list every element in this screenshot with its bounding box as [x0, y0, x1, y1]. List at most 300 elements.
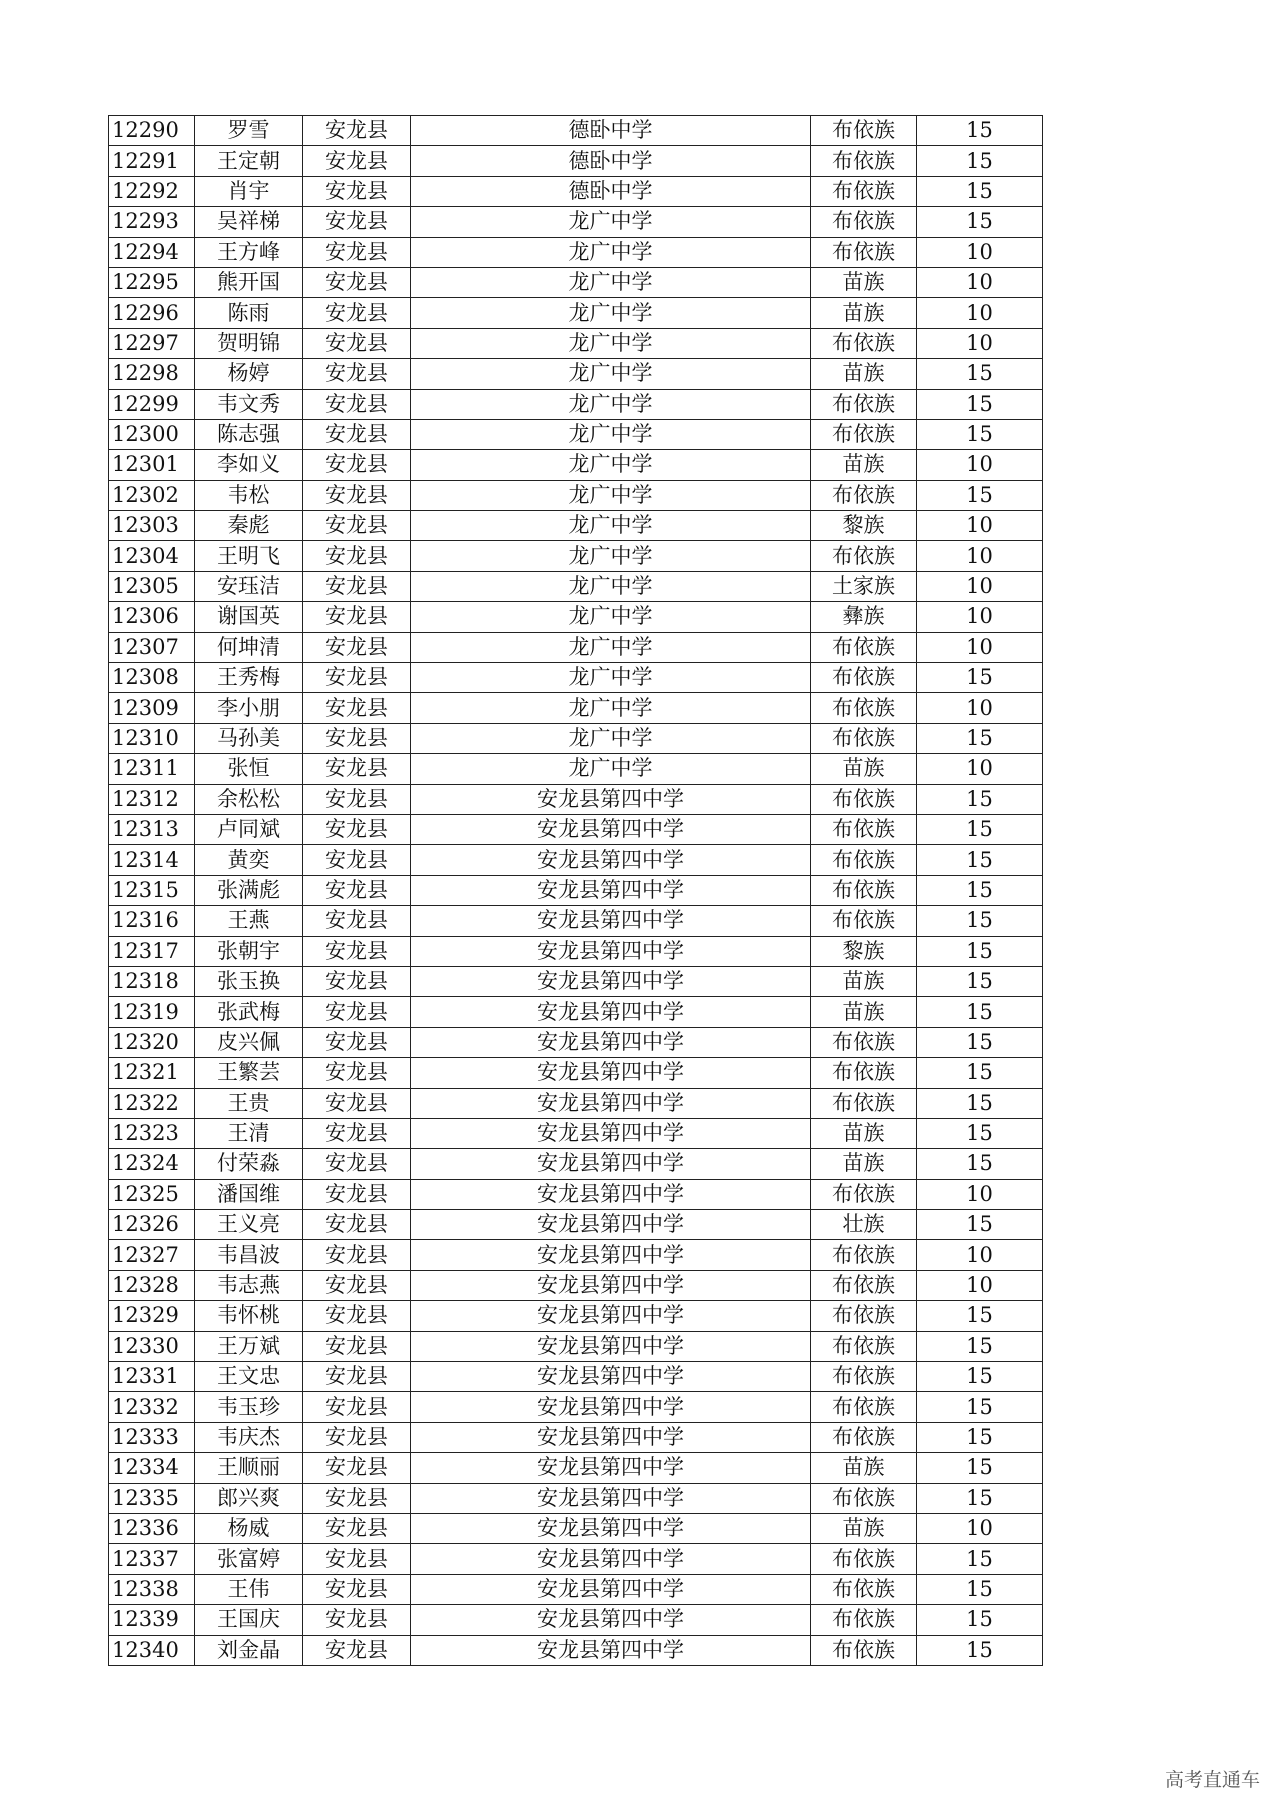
table-row — [109, 389, 1043, 419]
cell-school: 安龙县第四中学 — [411, 1544, 811, 1574]
table-row — [109, 1483, 1043, 1513]
cell-points: 15 — [917, 1422, 1043, 1452]
cell-points: 15 — [917, 116, 1043, 146]
cell-school: 安龙县第四中学 — [411, 875, 811, 905]
cell-points: 15 — [917, 419, 1043, 449]
cell-school: 安龙县第四中学 — [411, 1027, 811, 1057]
cell-county: 安龙县 — [303, 1179, 411, 1209]
cell-county: 安龙县 — [303, 602, 411, 632]
cell-id: 12324 — [109, 1149, 195, 1179]
cell-county: 安龙县 — [303, 541, 411, 571]
cell-id: 12322 — [109, 1088, 195, 1118]
table-row — [109, 1513, 1043, 1543]
cell-id: 12326 — [109, 1210, 195, 1240]
cell-school: 龙广中学 — [411, 571, 811, 601]
cell-id: 12305 — [109, 571, 195, 601]
cell-school: 安龙县第四中学 — [411, 936, 811, 966]
cell-points: 15 — [917, 1635, 1043, 1665]
cell-name: 韦庆杰 — [195, 1422, 303, 1452]
table-row — [109, 116, 1043, 146]
cell-county: 安龙县 — [303, 450, 411, 480]
cell-county: 安龙县 — [303, 754, 411, 784]
cell-ethnicity: 布依族 — [811, 146, 917, 176]
cell-ethnicity: 布依族 — [811, 663, 917, 693]
cell-school: 龙广中学 — [411, 541, 811, 571]
cell-points: 15 — [917, 1544, 1043, 1574]
cell-school: 龙广中学 — [411, 359, 811, 389]
cell-school: 龙广中学 — [411, 663, 811, 693]
cell-id: 12290 — [109, 116, 195, 146]
cell-id: 12339 — [109, 1605, 195, 1635]
cell-county: 安龙县 — [303, 511, 411, 541]
cell-ethnicity: 布依族 — [811, 480, 917, 510]
cell-id: 12310 — [109, 723, 195, 753]
cell-ethnicity: 布依族 — [811, 784, 917, 814]
cell-ethnicity: 苗族 — [811, 1118, 917, 1148]
cell-points: 10 — [917, 1270, 1043, 1300]
cell-school: 安龙县第四中学 — [411, 1635, 811, 1665]
table-row — [109, 146, 1043, 176]
cell-county: 安龙县 — [303, 1635, 411, 1665]
cell-school: 安龙县第四中学 — [411, 1574, 811, 1604]
cell-ethnicity: 布依族 — [811, 1331, 917, 1361]
table-row — [109, 814, 1043, 844]
cell-school: 龙广中学 — [411, 511, 811, 541]
table-row — [109, 1422, 1043, 1452]
cell-name: 韦文秀 — [195, 389, 303, 419]
cell-county: 安龙县 — [303, 328, 411, 358]
cell-points: 15 — [917, 146, 1043, 176]
cell-school: 安龙县第四中学 — [411, 845, 811, 875]
cell-ethnicity: 苗族 — [811, 450, 917, 480]
table-row — [109, 328, 1043, 358]
cell-school: 安龙县第四中学 — [411, 906, 811, 936]
cell-points: 10 — [917, 1513, 1043, 1543]
cell-ethnicity: 布依族 — [811, 1027, 917, 1057]
cell-id: 12291 — [109, 146, 195, 176]
cell-school: 安龙县第四中学 — [411, 1240, 811, 1270]
table-row — [109, 997, 1043, 1027]
cell-school: 安龙县第四中学 — [411, 1270, 811, 1300]
cell-id: 12306 — [109, 602, 195, 632]
cell-ethnicity: 布依族 — [811, 1422, 917, 1452]
table-row — [109, 450, 1043, 480]
cell-county: 安龙县 — [303, 1240, 411, 1270]
cell-id: 12313 — [109, 814, 195, 844]
cell-county: 安龙县 — [303, 237, 411, 267]
table-row — [109, 723, 1043, 753]
roster-table — [108, 115, 1043, 1666]
cell-name: 卢同斌 — [195, 814, 303, 844]
cell-school: 德卧中学 — [411, 116, 811, 146]
cell-id: 12319 — [109, 997, 195, 1027]
cell-points: 15 — [917, 207, 1043, 237]
cell-id: 12321 — [109, 1058, 195, 1088]
table-row — [109, 237, 1043, 267]
cell-points: 10 — [917, 632, 1043, 662]
cell-school: 安龙县第四中学 — [411, 1058, 811, 1088]
cell-school: 龙广中学 — [411, 480, 811, 510]
cell-points: 10 — [917, 328, 1043, 358]
cell-ethnicity: 布依族 — [811, 906, 917, 936]
cell-name: 王定朝 — [195, 146, 303, 176]
cell-points: 15 — [917, 936, 1043, 966]
cell-ethnicity: 布依族 — [811, 1392, 917, 1422]
table-row — [109, 754, 1043, 784]
cell-county: 安龙县 — [303, 845, 411, 875]
table-row — [109, 298, 1043, 328]
cell-points: 10 — [917, 298, 1043, 328]
cell-name: 王繁芸 — [195, 1058, 303, 1088]
cell-school: 德卧中学 — [411, 176, 811, 206]
cell-name: 王伟 — [195, 1574, 303, 1604]
cell-school: 龙广中学 — [411, 389, 811, 419]
cell-name: 王清 — [195, 1118, 303, 1148]
cell-name: 韦志燕 — [195, 1270, 303, 1300]
cell-county: 安龙县 — [303, 906, 411, 936]
cell-school: 安龙县第四中学 — [411, 1513, 811, 1543]
cell-ethnicity: 苗族 — [811, 298, 917, 328]
cell-id: 12330 — [109, 1331, 195, 1361]
cell-points: 15 — [917, 723, 1043, 753]
cell-school: 安龙县第四中学 — [411, 1210, 811, 1240]
cell-ethnicity: 苗族 — [811, 359, 917, 389]
table-row — [109, 419, 1043, 449]
cell-id: 12333 — [109, 1422, 195, 1452]
cell-id: 12293 — [109, 207, 195, 237]
cell-ethnicity: 布依族 — [811, 1058, 917, 1088]
cell-name: 杨威 — [195, 1513, 303, 1543]
cell-school: 龙广中学 — [411, 632, 811, 662]
cell-name: 潘国维 — [195, 1179, 303, 1209]
cell-id: 12294 — [109, 237, 195, 267]
cell-county: 安龙县 — [303, 571, 411, 601]
cell-school: 安龙县第四中学 — [411, 966, 811, 996]
table-row — [109, 1392, 1043, 1422]
cell-name: 黄奕 — [195, 845, 303, 875]
cell-county: 安龙县 — [303, 1605, 411, 1635]
cell-ethnicity: 布依族 — [811, 419, 917, 449]
cell-county: 安龙县 — [303, 1058, 411, 1088]
cell-id: 12338 — [109, 1574, 195, 1604]
cell-name: 贺明锦 — [195, 328, 303, 358]
cell-id: 12295 — [109, 267, 195, 297]
cell-id: 12323 — [109, 1118, 195, 1148]
cell-points: 10 — [917, 1240, 1043, 1270]
cell-id: 12336 — [109, 1513, 195, 1543]
cell-name: 张武梅 — [195, 997, 303, 1027]
cell-name: 安珏洁 — [195, 571, 303, 601]
cell-ethnicity: 苗族 — [811, 267, 917, 297]
watermark-text: 高考直通车 — [1164, 1769, 1260, 1791]
cell-points: 15 — [917, 1027, 1043, 1057]
cell-points: 10 — [917, 754, 1043, 784]
cell-county: 安龙县 — [303, 267, 411, 297]
cell-ethnicity: 布依族 — [811, 116, 917, 146]
cell-name: 张满彪 — [195, 875, 303, 905]
table-row — [109, 1027, 1043, 1057]
cell-county: 安龙县 — [303, 1027, 411, 1057]
cell-id: 12325 — [109, 1179, 195, 1209]
cell-county: 安龙县 — [303, 1210, 411, 1240]
cell-name: 王明飞 — [195, 541, 303, 571]
cell-points: 15 — [917, 784, 1043, 814]
cell-ethnicity: 彝族 — [811, 602, 917, 632]
cell-county: 安龙县 — [303, 1574, 411, 1604]
table-row — [109, 1544, 1043, 1574]
cell-school: 安龙县第四中学 — [411, 1331, 811, 1361]
cell-county: 安龙县 — [303, 359, 411, 389]
cell-points: 15 — [917, 480, 1043, 510]
cell-name: 王燕 — [195, 906, 303, 936]
cell-county: 安龙县 — [303, 784, 411, 814]
table-row — [109, 632, 1043, 662]
cell-county: 安龙县 — [303, 693, 411, 723]
cell-ethnicity: 布依族 — [811, 693, 917, 723]
cell-school: 安龙县第四中学 — [411, 1422, 811, 1452]
cell-ethnicity: 布依族 — [811, 875, 917, 905]
cell-county: 安龙县 — [303, 389, 411, 419]
table-row — [109, 663, 1043, 693]
cell-id: 12308 — [109, 663, 195, 693]
cell-name: 王方峰 — [195, 237, 303, 267]
cell-county: 安龙县 — [303, 814, 411, 844]
cell-name: 付荣淼 — [195, 1149, 303, 1179]
cell-points: 15 — [917, 1058, 1043, 1088]
table-row — [109, 1088, 1043, 1118]
cell-name: 张富婷 — [195, 1544, 303, 1574]
cell-id: 12311 — [109, 754, 195, 784]
cell-name: 王义亮 — [195, 1210, 303, 1240]
cell-county: 安龙县 — [303, 1453, 411, 1483]
table-row — [109, 541, 1043, 571]
cell-ethnicity: 苗族 — [811, 1453, 917, 1483]
cell-ethnicity: 苗族 — [811, 1513, 917, 1543]
cell-name: 王秀梅 — [195, 663, 303, 693]
cell-county: 安龙县 — [303, 1362, 411, 1392]
cell-ethnicity: 布依族 — [811, 1544, 917, 1574]
cell-county: 安龙县 — [303, 1149, 411, 1179]
table-row — [109, 1270, 1043, 1300]
cell-school: 龙广中学 — [411, 207, 811, 237]
table-row — [109, 845, 1043, 875]
cell-ethnicity: 黎族 — [811, 511, 917, 541]
cell-school: 龙广中学 — [411, 602, 811, 632]
table-row — [109, 1149, 1043, 1179]
cell-county: 安龙县 — [303, 1331, 411, 1361]
cell-points: 10 — [917, 693, 1043, 723]
cell-points: 10 — [917, 541, 1043, 571]
cell-school: 龙广中学 — [411, 754, 811, 784]
cell-id: 12334 — [109, 1453, 195, 1483]
cell-points: 10 — [917, 267, 1043, 297]
cell-county: 安龙县 — [303, 1544, 411, 1574]
cell-name: 王万斌 — [195, 1331, 303, 1361]
cell-id: 12297 — [109, 328, 195, 358]
cell-school: 龙广中学 — [411, 267, 811, 297]
cell-school: 安龙县第四中学 — [411, 1483, 811, 1513]
cell-ethnicity: 布依族 — [811, 1270, 917, 1300]
cell-school: 安龙县第四中学 — [411, 1392, 811, 1422]
cell-name: 何坤清 — [195, 632, 303, 662]
cell-name: 王国庆 — [195, 1605, 303, 1635]
cell-name: 韦怀桃 — [195, 1301, 303, 1331]
cell-school: 龙广中学 — [411, 723, 811, 753]
cell-points: 10 — [917, 602, 1043, 632]
cell-ethnicity: 布依族 — [811, 845, 917, 875]
cell-name: 余松松 — [195, 784, 303, 814]
cell-name: 杨婷 — [195, 359, 303, 389]
cell-points: 15 — [917, 845, 1043, 875]
cell-id: 12301 — [109, 450, 195, 480]
cell-points: 10 — [917, 450, 1043, 480]
cell-county: 安龙县 — [303, 176, 411, 206]
cell-id: 12312 — [109, 784, 195, 814]
cell-ethnicity: 布依族 — [811, 1574, 917, 1604]
cell-county: 安龙县 — [303, 419, 411, 449]
table-row — [109, 1635, 1043, 1665]
cell-id: 12340 — [109, 1635, 195, 1665]
cell-ethnicity: 布依族 — [811, 541, 917, 571]
cell-points: 15 — [917, 1331, 1043, 1361]
cell-name: 王文忠 — [195, 1362, 303, 1392]
cell-ethnicity: 布依族 — [811, 1179, 917, 1209]
table-row — [109, 1179, 1043, 1209]
cell-name: 吴祥梯 — [195, 207, 303, 237]
cell-name: 熊开国 — [195, 267, 303, 297]
cell-school: 安龙县第四中学 — [411, 1118, 811, 1148]
table-row — [109, 267, 1043, 297]
cell-points: 15 — [917, 1574, 1043, 1604]
cell-points: 15 — [917, 1392, 1043, 1422]
cell-school: 安龙县第四中学 — [411, 1179, 811, 1209]
cell-points: 15 — [917, 176, 1043, 206]
cell-county: 安龙县 — [303, 663, 411, 693]
cell-id: 12304 — [109, 541, 195, 571]
cell-county: 安龙县 — [303, 207, 411, 237]
cell-school: 安龙县第四中学 — [411, 1149, 811, 1179]
cell-id: 12314 — [109, 845, 195, 875]
cell-name: 谢国英 — [195, 602, 303, 632]
cell-ethnicity: 苗族 — [811, 997, 917, 1027]
cell-county: 安龙县 — [303, 1483, 411, 1513]
cell-county: 安龙县 — [303, 1088, 411, 1118]
table-row — [109, 1574, 1043, 1604]
cell-ethnicity: 布依族 — [811, 1635, 917, 1665]
cell-ethnicity: 布依族 — [811, 1240, 917, 1270]
table-row — [109, 480, 1043, 510]
cell-name: 韦松 — [195, 480, 303, 510]
cell-name: 韦玉珍 — [195, 1392, 303, 1422]
table-row — [109, 359, 1043, 389]
table-row — [109, 207, 1043, 237]
cell-id: 12299 — [109, 389, 195, 419]
cell-id: 12302 — [109, 480, 195, 510]
table-row — [109, 511, 1043, 541]
cell-id: 12328 — [109, 1270, 195, 1300]
cell-id: 12298 — [109, 359, 195, 389]
cell-id: 12296 — [109, 298, 195, 328]
cell-points: 10 — [917, 571, 1043, 601]
table-row — [109, 936, 1043, 966]
cell-id: 12300 — [109, 419, 195, 449]
cell-school: 安龙县第四中学 — [411, 1301, 811, 1331]
cell-school: 安龙县第四中学 — [411, 1605, 811, 1635]
cell-school: 龙广中学 — [411, 237, 811, 267]
cell-ethnicity: 苗族 — [811, 1149, 917, 1179]
cell-id: 12318 — [109, 966, 195, 996]
cell-school: 龙广中学 — [411, 693, 811, 723]
cell-school: 德卧中学 — [411, 146, 811, 176]
cell-name: 韦昌波 — [195, 1240, 303, 1270]
cell-ethnicity: 布依族 — [811, 328, 917, 358]
cell-name: 王顺丽 — [195, 1453, 303, 1483]
cell-county: 安龙县 — [303, 1270, 411, 1300]
cell-points: 15 — [917, 1301, 1043, 1331]
cell-county: 安龙县 — [303, 146, 411, 176]
cell-name: 张朝宇 — [195, 936, 303, 966]
cell-id: 12315 — [109, 875, 195, 905]
cell-name: 王贵 — [195, 1088, 303, 1118]
cell-ethnicity: 土家族 — [811, 571, 917, 601]
cell-id: 12329 — [109, 1301, 195, 1331]
cell-name: 陈雨 — [195, 298, 303, 328]
table-row — [109, 1240, 1043, 1270]
cell-name: 张恒 — [195, 754, 303, 784]
cell-ethnicity: 布依族 — [811, 1605, 917, 1635]
cell-name: 刘金晶 — [195, 1635, 303, 1665]
cell-ethnicity: 布依族 — [811, 389, 917, 419]
table-row — [109, 1210, 1043, 1240]
cell-ethnicity: 布依族 — [811, 207, 917, 237]
cell-points: 15 — [917, 997, 1043, 1027]
cell-points: 15 — [917, 1149, 1043, 1179]
cell-county: 安龙县 — [303, 936, 411, 966]
cell-school: 安龙县第四中学 — [411, 814, 811, 844]
cell-ethnicity: 布依族 — [811, 1483, 917, 1513]
cell-county: 安龙县 — [303, 298, 411, 328]
table-row — [109, 1453, 1043, 1483]
cell-points: 15 — [917, 1605, 1043, 1635]
cell-id: 12335 — [109, 1483, 195, 1513]
cell-ethnicity: 布依族 — [811, 176, 917, 206]
cell-county: 安龙县 — [303, 116, 411, 146]
table-row — [109, 571, 1043, 601]
cell-name: 陈志强 — [195, 419, 303, 449]
cell-county: 安龙县 — [303, 1513, 411, 1543]
cell-county: 安龙县 — [303, 1392, 411, 1422]
cell-school: 龙广中学 — [411, 450, 811, 480]
cell-points: 10 — [917, 237, 1043, 267]
cell-id: 12292 — [109, 176, 195, 206]
cell-ethnicity: 布依族 — [811, 632, 917, 662]
table-row — [109, 906, 1043, 936]
cell-school: 安龙县第四中学 — [411, 784, 811, 814]
cell-points: 15 — [917, 875, 1043, 905]
cell-points: 15 — [917, 1453, 1043, 1483]
cell-points: 15 — [917, 359, 1043, 389]
cell-points: 15 — [917, 1210, 1043, 1240]
cell-points: 10 — [917, 511, 1043, 541]
cell-name: 皮兴佩 — [195, 1027, 303, 1057]
cell-ethnicity: 布依族 — [811, 1301, 917, 1331]
table-row — [109, 784, 1043, 814]
table-row — [109, 1301, 1043, 1331]
cell-id: 12317 — [109, 936, 195, 966]
cell-points: 15 — [917, 814, 1043, 844]
cell-name: 郎兴爽 — [195, 1483, 303, 1513]
cell-county: 安龙县 — [303, 632, 411, 662]
